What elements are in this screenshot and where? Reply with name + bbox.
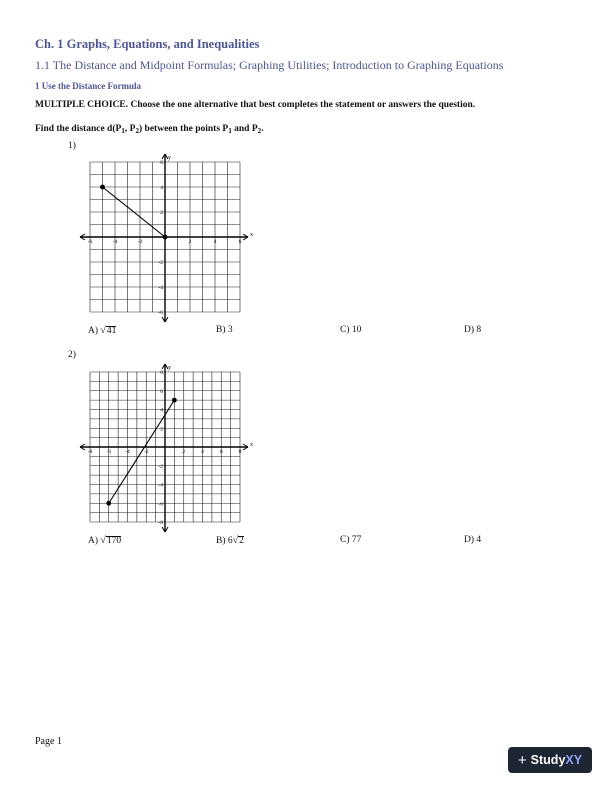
x-tick-label: 4 [201, 449, 204, 455]
y-axis-label: y [168, 365, 171, 371]
x-tick-label: -8 [87, 449, 93, 455]
segment-point [172, 398, 177, 403]
x-axis-label: x [250, 232, 253, 238]
choice-c[interactable]: C) 77 [340, 535, 362, 545]
y-tick-label: -4 [158, 482, 163, 489]
x-tick-label: -2 [137, 239, 143, 245]
logo-text: StudyXY [530, 753, 583, 767]
section-title: 1.1 The Distance and Midpoint Formulas; Graphing Utilities; Introduction to Graphing Equations [35, 58, 504, 72]
x-tick-label: 6 [219, 449, 223, 455]
x-tick-label: -2 [143, 449, 149, 455]
y-tick-label: 2 [160, 426, 163, 433]
segment-point [106, 501, 111, 506]
coordinate-graph [78, 152, 253, 324]
y-tick-label: -6 [158, 501, 163, 508]
studyxy-logo[interactable] [508, 747, 592, 773]
y-tick-label: -6 [158, 310, 163, 316]
x-tick-label: 2 [188, 239, 192, 245]
question-number: 1) [68, 141, 76, 151]
choice-d[interactable]: D) 8 [464, 325, 482, 335]
y-tick-label: 4 [160, 185, 163, 191]
coordinate-graph [78, 362, 253, 534]
x-tick-label: -6 [87, 239, 93, 245]
choice-d[interactable]: D) 4 [464, 535, 482, 545]
y-tick-label: 4 [160, 407, 163, 414]
y-tick-label: -2 [158, 260, 163, 266]
y-tick-label: 2 [160, 210, 163, 216]
x-tick-label: 4 [213, 239, 217, 245]
instructions-text: MULTIPLE CHOICE. Choose the one alternative that best completes the statement or answers the question. [35, 100, 476, 110]
x-tick-label: -6 [106, 449, 112, 455]
x-tick-label: 2 [182, 449, 186, 455]
x-tick-label: -4 [125, 449, 130, 455]
y-tick-label: -4 [158, 285, 163, 291]
x-tick-label: -4 [112, 239, 118, 245]
choice-b[interactable]: B) 6√2 [216, 535, 244, 546]
plus-icon: + [517, 751, 527, 769]
choice-a[interactable]: A) √170 [88, 535, 122, 546]
question-prompt: Find the distance $d(P_1$, $P_2$) between the points $P_1$ and $P_2$. [35, 124, 264, 135]
chapter-title: Ch. 1 Graphs, Equations, and Inequalities [35, 37, 260, 51]
x-axis-label: x [250, 442, 253, 448]
question-number: 2) [68, 350, 76, 360]
choice-a[interactable]: A) √41 [88, 325, 117, 336]
y-tick-label: 6 [160, 160, 163, 166]
y-tick-label: 6 [160, 388, 163, 395]
objective-heading: 1 Use the Distance Formula [35, 81, 141, 91]
segment-point [163, 235, 168, 240]
y-tick-label: -2 [158, 463, 163, 470]
y-axis-label: y [168, 155, 171, 161]
page-number: Page 1 [35, 736, 62, 747]
x-tick-label: 8 [238, 449, 242, 455]
y-tick-label: 8 [160, 370, 163, 376]
choice-c[interactable]: C) 10 [340, 325, 362, 335]
choice-b[interactable]: B) 3 [216, 325, 233, 335]
y-tick-label: -8 [158, 520, 163, 526]
segment-point [100, 185, 105, 190]
x-tick-label: 6 [238, 239, 242, 245]
